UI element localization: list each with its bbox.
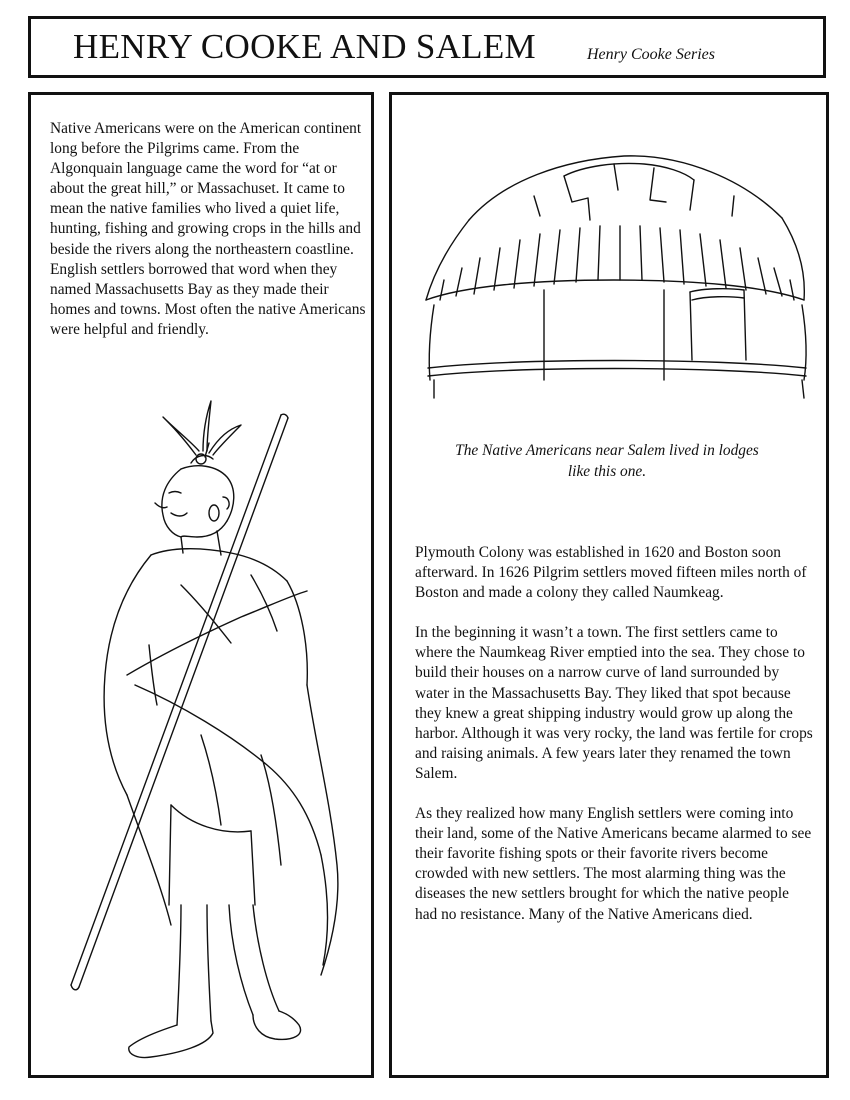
lodge-illustration [414,140,814,420]
paragraph-beginning: In the beginning it wasn’t a town. The first settlers came to where the Naumkeag River emptied into the sea. They chose to build their houses on a narrow curve of land surrounded by water in the Massachusetts Bay. They liked that spot because they knew a great shipping industry would grow up along the harbor. Although it was very rocky, the land was fertile for crops and raising animals. A few years later they renamed the town Salem. [415,624,813,782]
intro-paragraph: Native Americans were on the American continent long before the Pilgrims came. From the Algonquain language came the word for “at or about the great hill,” or Massachuset. It came to mean the native families who lived a quiet life, hunting, fishing and growing crops in the hills and beside the rivers along the northeastern coastline. English settlers borrowed that word when they named Massachusetts Bay as they made their homes and towns. Most often the native Americans were helpful and friendly. [50,120,366,338]
lodge-caption: The Native Americans near Salem lived in lodges like this one. [455,442,759,480]
native-american-figure-illustration [31,385,371,1075]
page-header [28,16,826,78]
paragraph-plymouth: Plymouth Colony was established in 1620 and Boston soon afterward. In 1626 Pilgrim settlers moved fifteen miles north of Boston and made a colony they called Naumkeag. [415,544,807,602]
left-panel [28,92,374,1078]
paragraph-settlers: As they realized how many English settlers were coming into their land, some of the Native Americans became alarmed to see their favorite fishing spots or their favorite rivers become crowded with new settlers. The most alarming thing was the diseases the new settlers brought for which the native people had no resistance. Many of the Native Americans died. [415,805,812,923]
right-panel [389,92,829,1078]
history-text [415,543,815,945]
series-name: Henry Cooke Series [587,46,715,63]
page-title: HENRY COOKE AND SALEM [73,27,536,66]
